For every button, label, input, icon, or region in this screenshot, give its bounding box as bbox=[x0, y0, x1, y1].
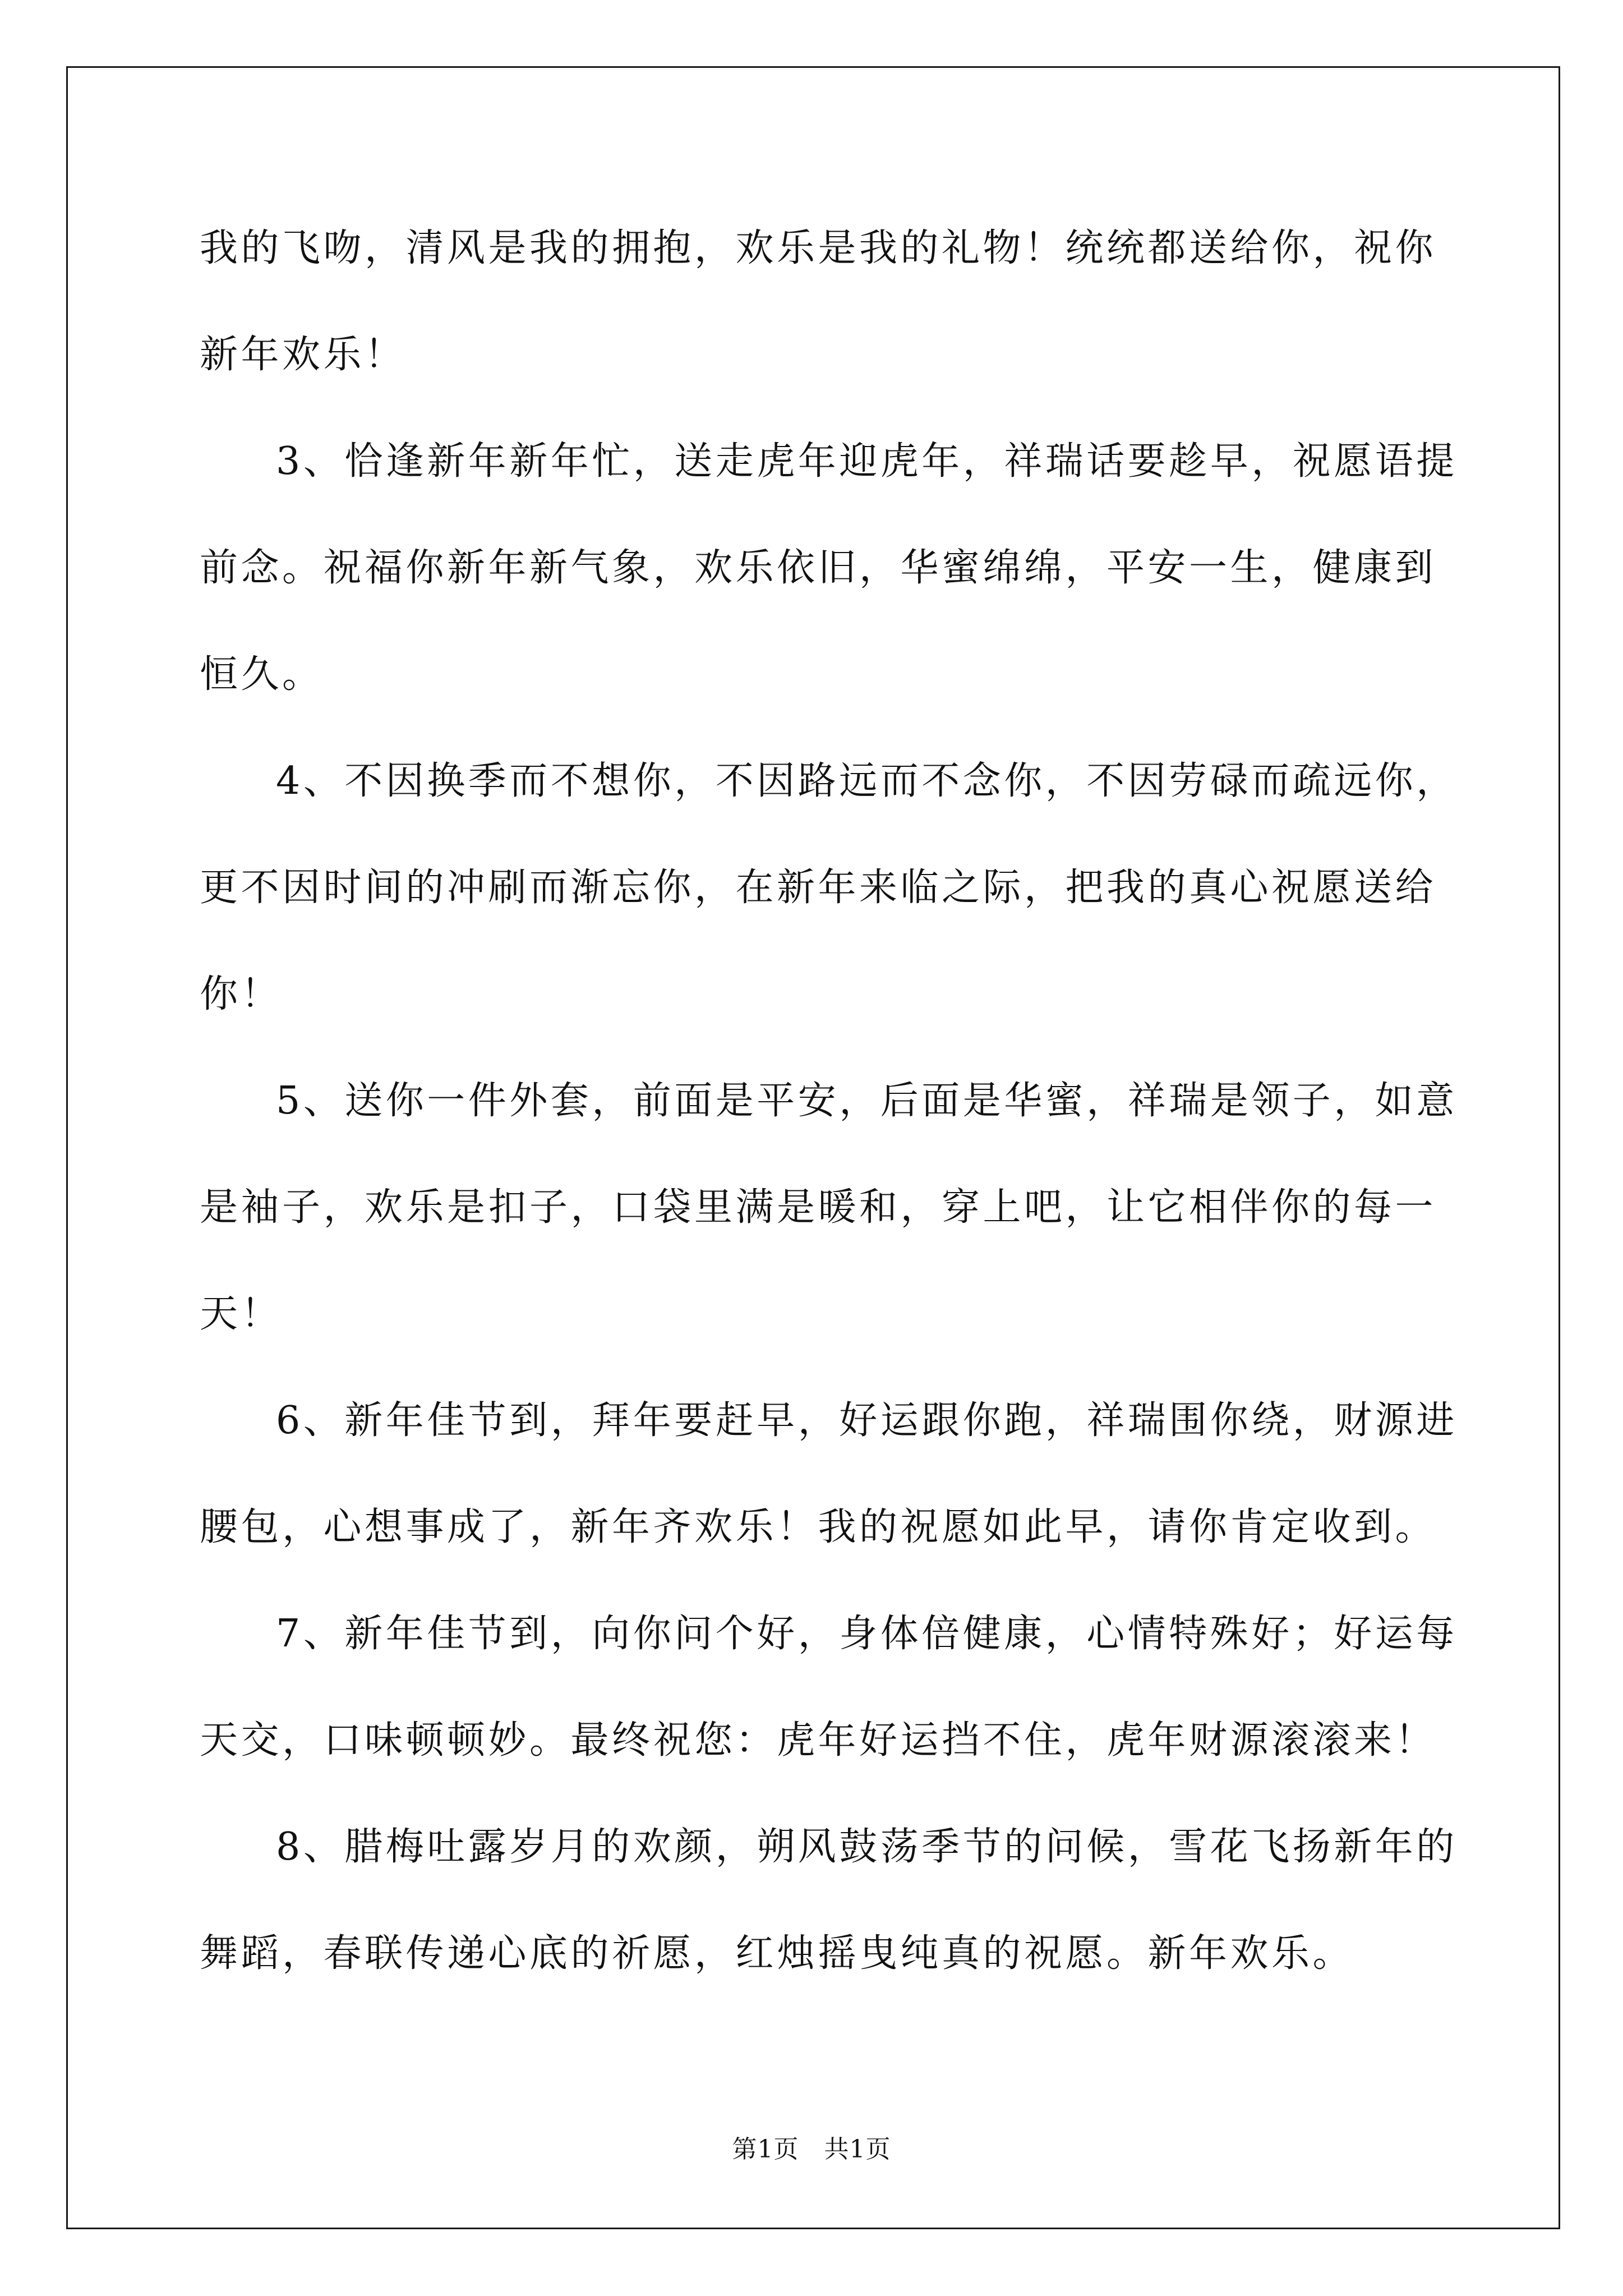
text-line: 腰包，心想事成了，新年齐欢乐！我的祝愿如此早，请你肯定收到。 bbox=[200, 1505, 1437, 1549]
text-line: 恒久。 bbox=[200, 652, 324, 697]
paragraph-5-start: 5、送你一件外套，前面是平安，后面是华蜜，祥瑞是领子，如意 bbox=[276, 1079, 1458, 1123]
paragraph-6-start: 6、新年佳节到，拜年要赶早，好运跟你跑，祥瑞围你绕，财源进 bbox=[276, 1398, 1458, 1443]
page-border bbox=[66, 66, 1560, 2229]
text-line: 天！ bbox=[200, 1292, 283, 1336]
text-line: 我的飞吻，清风是我的拥抱，欢乐是我的礼物！统统都送给你，祝你 bbox=[200, 226, 1437, 270]
paragraph-4-start: 4、不因换季而不想你，不因路远而不念你，不因劳碌而疏远你， bbox=[276, 759, 1458, 803]
text-line: 你！ bbox=[200, 972, 283, 1016]
text-line: 舞蹈，春联传递心底的祈愿，红烛摇曳纯真的祝愿。新年欢乐。 bbox=[200, 1931, 1354, 1976]
text-line: 是袖子，欢乐是扣子，口袋里满是暖和，穿上吧，让它相伴你的每一 bbox=[200, 1185, 1437, 1230]
text-line: 天交，口味顿顿妙。最终祝您：虎年好运挡不住，虎年财源滚滚来！ bbox=[200, 1718, 1437, 1763]
paragraph-8-start: 8、腊梅吐露岁月的欢颜，朔风鼓荡季节的问候，雪花飞扬新年的 bbox=[276, 1825, 1458, 1869]
text-line: 更不因时间的冲刷而渐忘你，在新年来临之际，把我的真心祝愿送给 bbox=[200, 866, 1437, 910]
text-line: 新年欢乐！ bbox=[200, 333, 406, 377]
page-number-footer: 第1页 共1页 bbox=[732, 2135, 891, 2164]
paragraph-7-start: 7、新年佳节到，向你问个好，身体倍健康，心情特殊好；好运每 bbox=[276, 1612, 1458, 1656]
text-line: 前念。祝福你新年新气象，欢乐依旧，华蜜绵绵，平安一生，健康到 bbox=[200, 546, 1437, 590]
paragraph-3-start: 3、恰逢新年新年忙，送走虎年迎虎年，祥瑞话要趁早，祝愿语提 bbox=[276, 439, 1458, 484]
